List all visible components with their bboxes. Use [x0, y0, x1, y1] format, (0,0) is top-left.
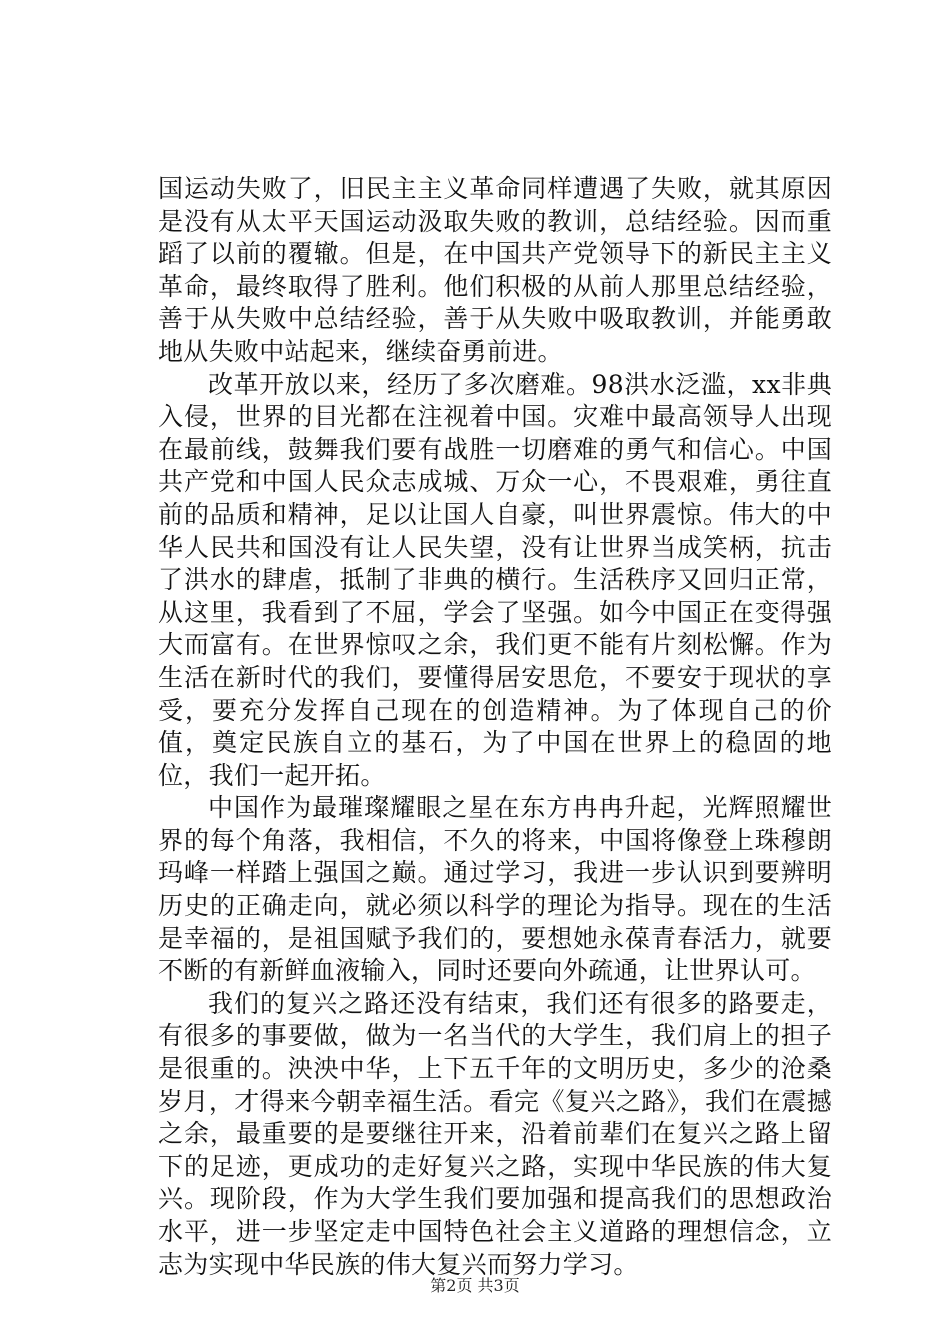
document-body [158, 173, 832, 1281]
paragraph-2: 改革开放以来，经历了多次磨难。98洪水泛滥，xx非典入侵，世界的目光都在注视着中国。灾难中最高领导人出现在最前线，鼓舞我们要有战胜一切磨难的勇气和信心。中国共产党和中国人民众志成城、万众一心，不畏艰难，勇往直前的品质和精神，足以让国人自豪，叫世界震惊。伟大的中华人民共和国没有让人民失望，没有让世界当成笑柄，抗击了洪水的肆虐，抵制了非典的横行。生活秩序又回归正常，从这里，我看到了不屈，学会了坚强。如今中国正在变得强大而富有。在世界惊叹之余，我们更不能有片刻松懈。作为生活在新时代的我们，要懂得居安思危，不要安于现状的享受，要充分发挥自己现在的创造精神。为了体现自己的价值，奠定民族自立的基石，为了中国在世界上的稳固的地位，我们一起开拓。 [158, 369, 832, 790]
paragraph-3: 中国作为最璀璨耀眼之星在东方冉冉升起，光辉照耀世界的每个角落，我相信，不久的将来，中国将像登上珠穆朗玛峰一样踏上强国之巅。通过学习，我进一步认识到要辨明历史的正确走向，就必须以科学的理论为指导。现在的生活是幸福的，是祖国赋予我们的，要想她永葆青春活力，就要不断的有新鲜血液输入，同时还要向外疏通，让世界认可。 [158, 793, 832, 986]
paragraph-1: 国运动失败了，旧民主主义革命同样遭遇了失败，就其原因是没有从太平天国运动汲取失败的教训，总结经验。因而重蹈了以前的覆辙。但是，在中国共产党领导下的新民主主义革命，最终取得了胜利。他们积极的从前人那里总结经验，善于从失败中总结经验，善于从失败中吸取教训，并能勇敢地从失败中站起来，继续奋勇前进。 [158, 174, 832, 366]
page-number-footer: 第2页 共3页 [430, 1276, 520, 1295]
paragraph-4: 我们的复兴之路还没有结束，我们还有很多的路要走，有很多的事要做，做为一名当代的大学生，我们肩上的担子是很重的。泱泱中华，上下五千年的文明历史，多少的沧桑岁月，才得来今朝幸福生活。看完《复兴之路》，我们在震撼之余，最重要的是要继往开来，沿着前辈们在复兴之路上留下的足迹，更成功的走好复兴之路，实现中华民族的伟大复兴。现阶段，作为大学生我们要加强和提高我们的思想政治水平，进一步坚定走中国特色社会主义道路的理想信念，立志为实现中华民族的伟大复兴而努力学习。 [158, 988, 832, 1279]
